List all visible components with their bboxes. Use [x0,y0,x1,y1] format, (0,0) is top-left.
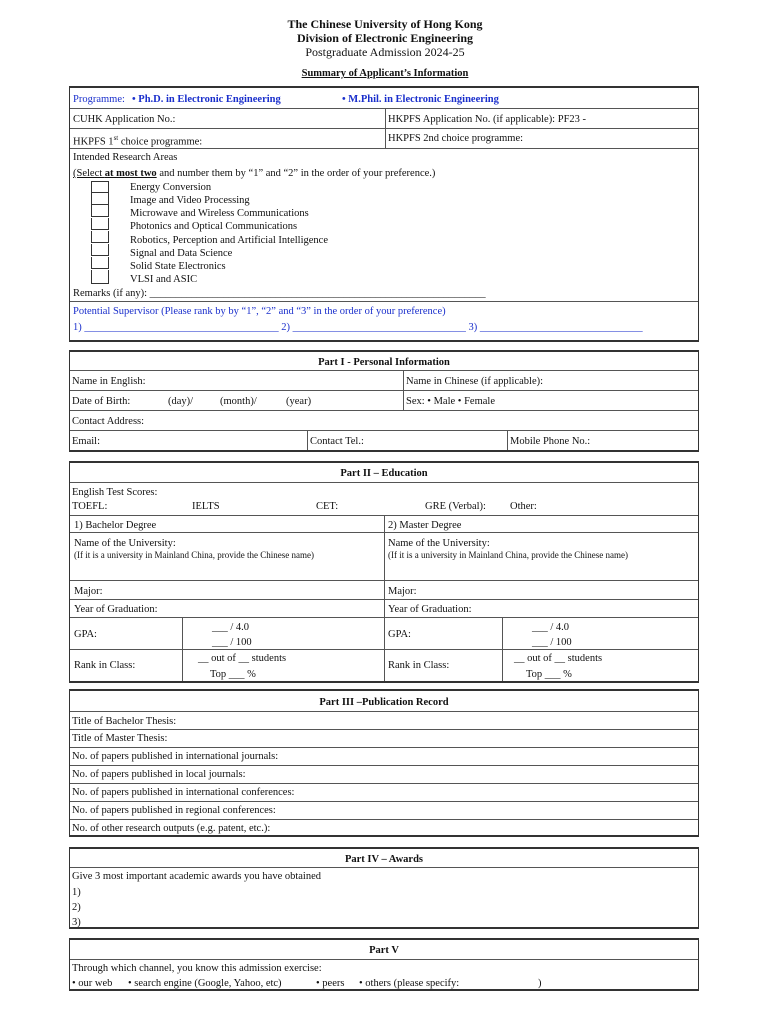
bachelor-major-field[interactable]: Major: [74,586,103,597]
bachelor-thesis-field[interactable]: Title of Bachelor Thesis: [72,716,177,727]
other-outputs-field[interactable]: No. of other research outputs (e.g. patent, etc.): [72,823,271,834]
name-chinese-field[interactable]: Name in Chinese (if applicable): [406,376,544,387]
area-checkbox[interactable] [91,231,109,243]
area-label: Signal and Data Science [130,248,233,259]
awards-instruction: Give 3 most important academic awards you have obtained [72,871,322,882]
area-label: Solid State Electronics [130,261,226,272]
area-label: Microwave and Wireless Communications [130,208,309,219]
email-field[interactable]: Email: [72,436,100,447]
bachelor-university-note: (If it is a university in Mainland China, provide the Chinese name) [74,550,314,560]
dob-month[interactable]: (month)/ [220,396,257,407]
master-thesis-field[interactable]: Title of Master Thesis: [72,733,168,744]
area-label: Image and Video Processing [130,195,250,206]
hkpfs-second-choice-field[interactable]: HKPFS 2nd choice programme: [388,133,524,144]
master-heading: 2) Master Degree [388,520,462,531]
master-grad-year-field[interactable]: Year of Graduation: [388,604,472,615]
intl-conferences-field[interactable]: No. of papers published in international conferences: [72,787,295,798]
supervisor-fields[interactable]: 1) _____________________________________ 2) _________________________________ 3) _______________________________ [73,322,643,333]
award-item[interactable]: 3) [72,917,81,928]
regional-conferences-field[interactable]: No. of papers published in regional conferences: [72,805,276,816]
bachelor-heading: 1) Bachelor Degree [74,520,157,531]
research-areas-title: Intended Research Areas [73,152,178,163]
master-gpa4-field[interactable]: ___ / 4.0 [532,622,570,633]
gre-field[interactable]: GRE (Verbal): [425,501,486,512]
area-label: VLSI and ASIC [130,274,198,285]
part1-section [69,350,699,452]
local-journals-field[interactable]: No. of papers published in local journals: [72,769,246,780]
area-label: Photonics and Optical Communications [130,221,298,232]
area-checkbox[interactable] [91,244,109,256]
part2-title: Part II – Education [340,468,428,479]
dob-year[interactable]: (year) [286,396,312,407]
master-university-note: (If it is a university in Mainland China, provide the Chinese name) [388,550,628,560]
channel-question: Through which channel, you know this admission exercise: [72,963,322,974]
bachelor-rank-field[interactable]: __ out of __ students [198,653,287,664]
hkpfs-first-choice-field[interactable]: HKPFS 1st choice programme: [73,134,203,148]
area-checkbox[interactable] [91,181,109,193]
remarks-field[interactable]: Remarks (if any): ________________________________________________________________ [73,288,486,299]
supervisor-label: Potential Supervisor (Please rank by by “1”, “2” and “3” in the order of your preference) [73,306,446,317]
programme-label: Programme: [73,94,125,105]
research-instruction: (Select at most two and number them by “1” and “2” in the order of your preference.) [73,168,436,179]
bachelor-gpa4-field[interactable]: ___ / 4.0 [212,622,250,633]
area-checkbox[interactable] [91,205,109,217]
bachelor-top-field[interactable]: Top ___ % [210,669,256,680]
ielts-field[interactable]: IELTS [192,501,220,512]
hkpfs-app-field[interactable]: HKPFS Application No. (if applicable): PF23 - [388,114,587,125]
mphil-option[interactable]: • M.Phil. in Electronic Engineering [342,94,499,105]
channel-search-engine[interactable]: • search engine (Google, Yahoo, etc) [128,978,282,989]
intl-journals-field[interactable]: No. of papers published in international journals: [72,751,279,762]
area-checkbox[interactable] [91,218,109,230]
part5-title: Part V [369,945,399,956]
channel-peers[interactable]: • peers [316,978,345,989]
toefl-field[interactable]: TOEFL: [72,501,108,512]
tel-field[interactable]: Contact Tel.: [310,436,364,447]
dob-day[interactable]: (day)/ [168,396,194,407]
bachelor-gpa-label: GPA: [74,629,97,640]
area-label: Energy Conversion [130,182,212,193]
channel-others[interactable]: • others (please specify: [359,978,460,989]
master-top-field[interactable]: Top ___ % [526,669,572,680]
admission-title: Postgraduate Admission 2024-25 [305,45,465,59]
cet-field[interactable]: CET: [316,501,339,512]
university-title: The Chinese University of Hong Kong [287,17,483,31]
master-major-field[interactable]: Major: [388,586,417,597]
sex-options[interactable]: Sex: • Male • Female [406,396,495,407]
master-rank-field[interactable]: __ out of __ students [514,653,603,664]
part5-section [69,938,699,991]
award-item[interactable]: 1) [72,887,81,898]
part2-section [69,461,699,683]
channel-our-web[interactable]: • our web [72,978,113,989]
name-english-field[interactable]: Name in English: [72,376,146,387]
phd-option[interactable]: • Ph.D. in Electronic Engineering [132,94,281,105]
part3-section [69,689,699,837]
summary-title: Summary of Applicant’s Information [301,68,469,79]
master-gpa100-field[interactable]: ___ / 100 [532,637,572,648]
part4-title: Part IV – Awards [344,854,424,865]
area-label: Robotics, Perception and Artificial Intelligence [130,235,328,246]
area-checkbox[interactable] [91,270,109,284]
bachelor-rank-label: Rank in Class: [74,660,136,671]
part4-section [69,847,699,929]
test-scores-label: English Test Scores: [72,487,158,498]
master-rank-label: Rank in Class: [388,660,450,671]
programme-section [69,86,699,342]
area-checkbox[interactable] [91,193,109,205]
area-checkbox[interactable] [91,257,109,269]
address-field[interactable]: Contact Address: [72,416,145,427]
award-item[interactable]: 2) [72,902,81,913]
other-score-field[interactable]: Other: [510,501,537,512]
mobile-field[interactable]: Mobile Phone No.: [510,436,591,447]
master-university-field[interactable]: Name of the University: [388,538,490,549]
master-gpa-label: GPA: [388,629,411,640]
channel-others-close: ) [538,978,542,989]
cuhk-app-field[interactable]: CUHK Application No.: [73,114,176,125]
division-title: Division of Electronic Engineering [296,31,474,45]
bachelor-grad-year-field[interactable]: Year of Graduation: [74,604,158,615]
bachelor-gpa100-field[interactable]: ___ / 100 [212,637,252,648]
part1-title: Part I - Personal Information [318,357,450,368]
dob-label: Date of Birth: [72,396,131,407]
bachelor-university-field[interactable]: Name of the University: [74,538,176,549]
part3-title: Part III –Publication Record [319,697,449,708]
